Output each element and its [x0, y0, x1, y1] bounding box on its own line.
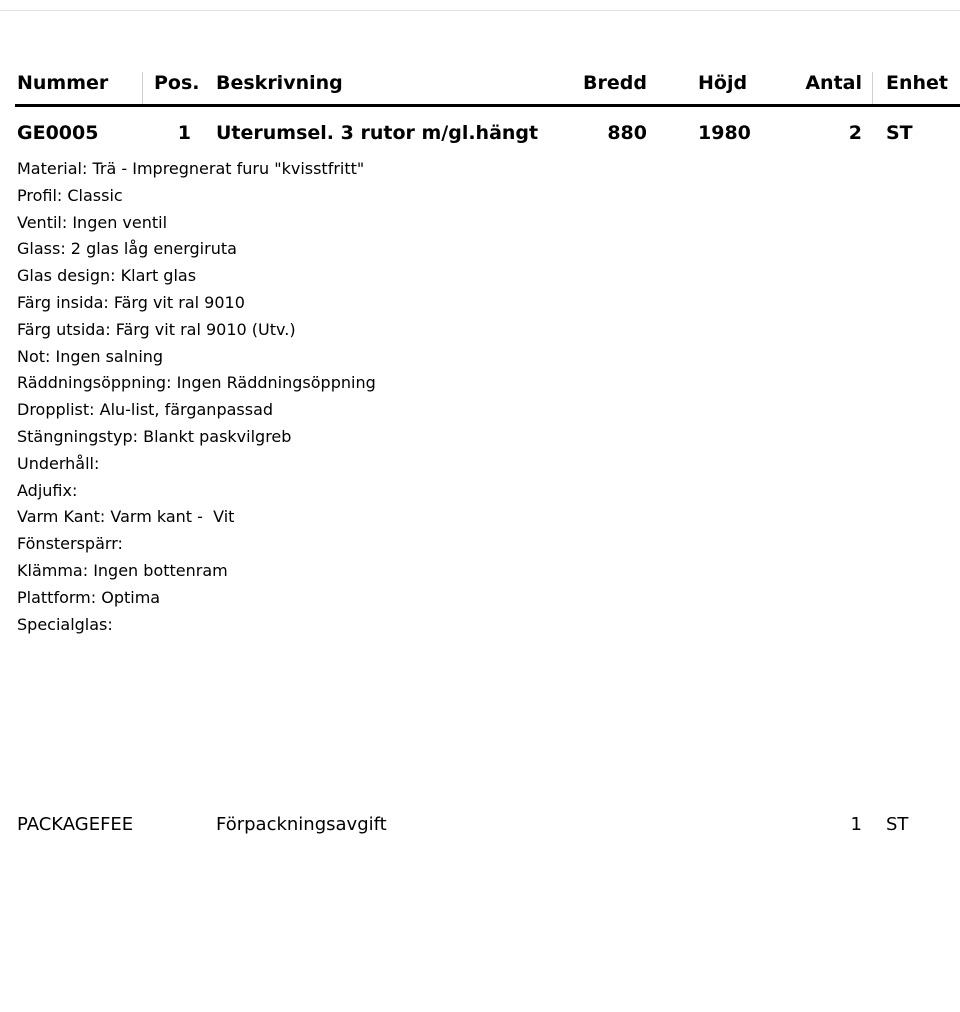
- detail-line: Adjufix:: [17, 480, 78, 500]
- page-top-edge: [0, 0, 960, 11]
- detail-line: Glass: 2 glas låg energiruta: [17, 239, 237, 259]
- row-beskrivning: Uterumsel. 3 rutor m/gl.hängt: [216, 122, 539, 144]
- detail-line: Färg utsida: Färg vit ral 9010 (Utv.): [17, 319, 296, 339]
- detail-line: Dropplist: Alu-list, färganpassad: [17, 400, 274, 420]
- row-pos: 1: [177, 122, 191, 144]
- row-hojd: 1980: [698, 122, 751, 144]
- row-enhet: ST: [886, 814, 909, 835]
- row-nummer: GE0005: [17, 122, 99, 144]
- header-bredd: Bredd: [583, 72, 647, 94]
- detail-line: Material: Trä - Impregnerat furu "kvisstfritt": [17, 159, 365, 178]
- detail-line: Klämma: Ingen bottenram: [17, 560, 228, 580]
- header-nummer: Nummer: [17, 72, 109, 94]
- header-enhet: Enhet: [886, 72, 949, 94]
- detail-line: Ventil: Ingen ventil: [17, 212, 168, 232]
- detail-line: Glas design: Klart glas: [17, 266, 197, 286]
- header-hojd: Höjd: [698, 72, 748, 94]
- detail-line: Färg insida: Färg vit ral 9010: [17, 292, 245, 312]
- header-beskrivning: Beskrivning: [216, 72, 343, 94]
- row-beskrivning: Förpackningsavgift: [216, 814, 387, 835]
- row-antal: 2: [848, 122, 862, 144]
- row-nummer: PACKAGEFEE: [17, 814, 134, 835]
- header-rule: [15, 104, 960, 107]
- detail-line: Räddningsöppning: Ingen Räddningsöppning: [17, 373, 376, 393]
- detail-line: Profil: Classic: [17, 185, 123, 205]
- header-separator: [872, 72, 873, 104]
- header-pos: Pos.: [154, 72, 200, 94]
- detail-line: Underhåll:: [17, 453, 100, 473]
- detail-line: Fönsterspärr:: [17, 534, 123, 554]
- header-antal: Antal: [805, 72, 862, 94]
- row-antal: 1: [850, 814, 862, 835]
- detail-line: Stängningstyp: Blankt paskvilgreb: [17, 426, 292, 446]
- row-enhet: ST: [886, 122, 913, 144]
- row-bredd: 880: [607, 122, 647, 144]
- detail-line: Specialglas:: [17, 614, 113, 634]
- detail-line: Varm Kant: Varm kant - Vit: [17, 507, 235, 527]
- row-details-list: [17, 158, 376, 640]
- header-separator: [142, 72, 143, 104]
- detail-line: Plattform: Optima: [17, 587, 161, 607]
- detail-line: Not: Ingen salning: [17, 346, 164, 366]
